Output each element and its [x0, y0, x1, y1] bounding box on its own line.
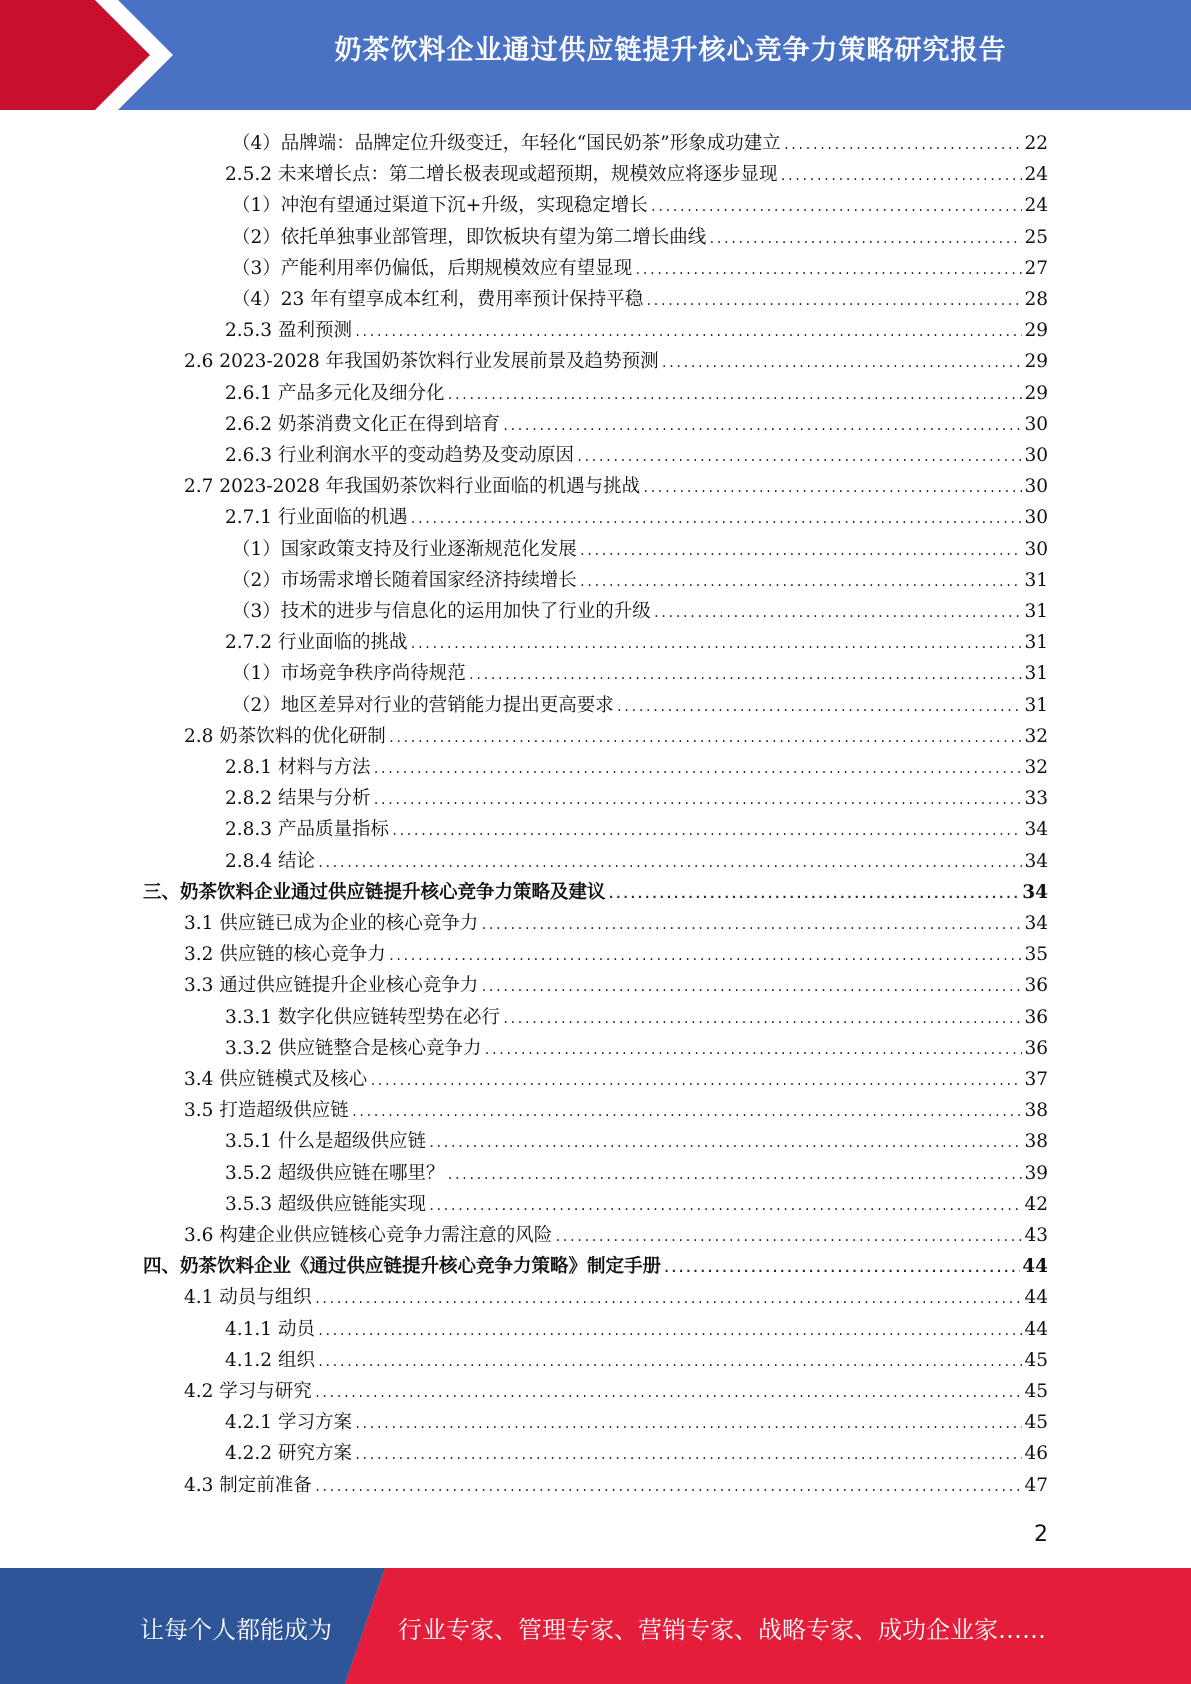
toc-entry[interactable]	[225, 159, 1048, 190]
toc-dot-leader	[372, 754, 1022, 785]
toc-entry-title: 3.6 构建企业供应链核心竞争力需注意的风险	[184, 1225, 553, 1246]
toc-entry[interactable]	[184, 1220, 1048, 1251]
toc-entry[interactable]	[232, 128, 1048, 159]
toc-entry-title: 3.5.1 什么是超级供应链	[225, 1131, 426, 1153]
toc-entry[interactable]	[184, 721, 1048, 752]
toc-entry-title: 3.4 供应链模式及核心	[184, 1069, 368, 1090]
toc-entry[interactable]	[225, 1314, 1048, 1345]
toc-dot-leader	[391, 816, 1022, 847]
toc-entry-title: 2.7 2023-2028 年我国奶茶饮料行业面临的机遇与挑战	[184, 476, 641, 498]
toc-entry-title: 2.8.4 结论	[225, 850, 315, 872]
toc-entry-page: 32	[1024, 725, 1048, 747]
toc-entry[interactable]	[225, 1126, 1048, 1157]
toc-dot-leader	[783, 130, 1023, 161]
toc-entry-page: 31	[1024, 601, 1048, 622]
toc-dot-leader	[314, 1472, 1023, 1503]
toc-entry[interactable]	[225, 1158, 1048, 1189]
toc-dot-leader	[317, 1347, 1023, 1378]
toc-entry-title: 4.1 动员与组织	[184, 1287, 312, 1309]
toc-entry[interactable]	[232, 658, 1048, 689]
toc-dot-leader	[468, 660, 1023, 691]
toc-dot-leader	[388, 941, 1023, 972]
toc-dot-leader	[428, 1128, 1022, 1159]
toc-entry-page: 34	[1022, 881, 1048, 903]
toc-entry-page: 44	[1022, 1256, 1048, 1278]
toc-entry-page: 31	[1024, 663, 1048, 685]
toc-dot-leader	[314, 1378, 1023, 1409]
toc-entry[interactable]	[225, 752, 1048, 783]
toc-entry-title: 4.2 学习与研究	[184, 1381, 312, 1402]
toc-entry[interactable]	[225, 502, 1048, 533]
toc-entry-title: 3.5 打造超级供应链	[184, 1100, 349, 1122]
toc-entry[interactable]	[184, 1470, 1048, 1501]
toc-dot-leader	[409, 504, 1022, 535]
toc-entry-title: 2.5.3 盈利预测	[225, 320, 352, 342]
toc-dot-leader	[502, 411, 1022, 442]
toc-entry-title: 2.7.1 行业面临的机遇	[225, 507, 408, 529]
toc-dot-leader	[579, 536, 1023, 567]
toc-entry-page: 29	[1024, 351, 1048, 373]
toc-entry[interactable]	[232, 534, 1048, 565]
toc-dot-leader	[351, 1097, 1023, 1128]
toc-entry-page: 36	[1024, 1037, 1048, 1059]
toc-dot-leader	[653, 598, 1023, 629]
toc-entry-page: 35	[1024, 944, 1048, 966]
toc-dot-leader	[650, 192, 1023, 223]
toc-dot-leader	[480, 910, 1022, 941]
toc-entry[interactable]	[232, 565, 1048, 596]
toc-entry-title: （2）地区差异对行业的营销能力提出更高要求	[232, 694, 614, 716]
toc-entry-title: （1）国家政策支持及行业逐渐规范化发展	[232, 538, 577, 560]
toc-entry-title: 4.1.2 组织	[225, 1349, 315, 1371]
toc-dot-leader	[554, 1222, 1022, 1253]
toc-entry-page: 29	[1024, 382, 1048, 404]
toc-dot-leader	[354, 1409, 1023, 1440]
toc-entry-title: 3.3 通过供应链提升企业核心竞争力	[184, 975, 479, 997]
toc-entry[interactable]	[225, 814, 1048, 845]
toc-entry[interactable]	[232, 253, 1048, 284]
toc-entry[interactable]	[184, 1376, 1048, 1407]
toc-entry[interactable]	[184, 908, 1048, 939]
toc-entry-page: 31	[1024, 569, 1048, 591]
toc-entry-title: 2.7.2 行业面临的挑战	[225, 632, 408, 654]
toc-entry-title: （2）市场需求增长随着国家经济持续增长	[232, 569, 577, 591]
toc-dot-leader	[388, 723, 1023, 754]
toc-entry[interactable]	[225, 1033, 1048, 1064]
toc-entry-title: 三、奶茶饮料企业通过供应链提升核心竞争力策略及建议	[143, 881, 606, 903]
toc-entry-title: 2.6 2023-2028 年我国奶茶饮料行业发展前景及趋势预测	[184, 351, 659, 373]
toc-dot-leader	[317, 848, 1023, 879]
toc-entry-page: 34	[1024, 819, 1048, 841]
toc-entry-title: 2.6.2 奶茶消费文化正在得到培育	[225, 413, 500, 435]
toc-entry[interactable]	[232, 284, 1048, 315]
toc-entry-page: 37	[1024, 1069, 1048, 1090]
toc-entry-page: 24	[1024, 164, 1048, 186]
toc-entry[interactable]	[184, 1095, 1048, 1126]
toc-dot-leader	[608, 879, 1021, 910]
toc-entry[interactable]	[225, 1002, 1048, 1033]
toc-entry[interactable]	[225, 846, 1048, 877]
toc-entry-page: 36	[1024, 975, 1048, 997]
toc-entry-title: 2.6.1 产品多元化及细分化	[225, 382, 445, 404]
toc-entry-page: 30	[1024, 507, 1048, 529]
toc-entry-title: （1）冲泡有望通过渠道下沉+升级，实现稳定增长	[232, 195, 648, 217]
footer-slogan-right: 行业专家、管理专家、营销专家、战略专家、成功企业家……	[398, 1616, 1046, 1644]
toc-entry-page: 30	[1024, 445, 1048, 466]
page-number: 2	[1034, 1522, 1048, 1547]
toc-entry-page: 27	[1024, 257, 1048, 279]
toc-dot-leader	[576, 442, 1022, 473]
toc-entry-page: 38	[1024, 1131, 1048, 1153]
toc-entry-page: 30	[1024, 476, 1048, 498]
toc-entry[interactable]	[184, 939, 1048, 970]
toc-dot-leader	[779, 161, 1022, 192]
toc-entry-page: 36	[1024, 1006, 1048, 1028]
toc-entry[interactable]	[225, 1438, 1048, 1469]
toc-entry-page: 34	[1024, 913, 1048, 934]
toc-entry-title: 3.3.1 数字化供应链转型势在必行	[225, 1006, 500, 1028]
toc-entry-title: 4.2.2 研究方案	[225, 1443, 352, 1465]
toc-entry[interactable]	[143, 877, 1048, 908]
toc-entry[interactable]	[232, 690, 1048, 721]
toc-entry-title: 2.8.3 产品质量指标	[225, 819, 389, 841]
toc-entry-page: 32	[1024, 757, 1048, 778]
toc-entry[interactable]	[225, 378, 1048, 409]
toc-dot-leader	[502, 1004, 1022, 1035]
toc-entry-page: 25	[1024, 226, 1048, 248]
toc-entry-title: 2.8.2 结果与分析	[225, 788, 371, 810]
toc-entry-title: （3）产能利用率仍偏低，后期规模效应有望显现	[232, 257, 633, 279]
toc-entry-page: 31	[1024, 694, 1048, 716]
toc-dot-leader	[428, 1191, 1022, 1222]
toc-dot-leader	[317, 1316, 1023, 1347]
toc-entry-title: 3.5.3 超级供应链能实现	[225, 1193, 426, 1215]
toc-entry-title: （1）市场竞争秩序尚待规范	[232, 663, 466, 685]
toc-entry-title: 2.6.3 行业利润水平的变动趋势及变动原因	[225, 445, 574, 466]
toc-entry-title: 2.5.2 未来增长点：第二增长极表现或超预期，规模效应将逐步显现	[225, 164, 778, 186]
toc-dot-leader	[372, 785, 1022, 816]
toc-entry-page: 30	[1024, 538, 1048, 560]
toc-entry[interactable]	[225, 315, 1048, 346]
toc-entry-page: 38	[1024, 1100, 1048, 1122]
toc-dot-leader	[708, 224, 1022, 255]
toc-entry[interactable]	[184, 1064, 1048, 1095]
toc-entry-page: 45	[1024, 1381, 1048, 1402]
toc-entry[interactable]	[184, 970, 1048, 1001]
toc-entry[interactable]	[232, 596, 1048, 627]
report-title: 奶茶饮料企业通过供应链提升核心竞争力策略研究报告	[334, 35, 1007, 66]
toc-entry-page: 31	[1024, 632, 1048, 654]
toc-entry-page: 45	[1024, 1412, 1048, 1434]
toc-entry-page: 24	[1024, 195, 1048, 217]
toc-entry-title: 4.1.1 动员	[225, 1318, 315, 1340]
toc-dot-leader	[314, 1284, 1023, 1315]
toc-entry[interactable]	[184, 471, 1048, 502]
toc-entry-page: 33	[1024, 788, 1048, 810]
toc-entry-title: （4）品牌端：品牌定位升级变迁，年轻化“国民奶茶”形象成功建立	[232, 133, 781, 154]
toc-entry-title: 3.2 供应链的核心竞争力	[184, 944, 386, 966]
toc-dot-leader	[369, 1066, 1022, 1097]
toc-entry-page: 22	[1024, 133, 1048, 154]
toc-entry[interactable]	[143, 1251, 1048, 1282]
toc-entry-page: 29	[1024, 320, 1048, 342]
toc-dot-leader	[446, 1160, 1022, 1191]
toc-entry-page: 34	[1024, 850, 1048, 872]
toc-entry-page: 47	[1024, 1474, 1048, 1496]
page-footer	[0, 1568, 1191, 1684]
toc-entry[interactable]	[225, 440, 1048, 471]
toc-entry[interactable]	[232, 222, 1048, 253]
toc-entry-page: 42	[1024, 1193, 1048, 1215]
toc-dot-leader	[409, 629, 1022, 660]
toc-dot-leader	[616, 692, 1023, 723]
toc-entry-page: 44	[1024, 1318, 1048, 1340]
toc-entry[interactable]	[225, 1407, 1048, 1438]
toc-dot-leader	[354, 317, 1023, 348]
toc-entry-title: （2）依托单独事业部管理，即饮板块有望为第二增长曲线	[232, 226, 707, 248]
toc-entry-title: 3.1 供应链已成为企业的核心竞争力	[184, 913, 479, 934]
toc-entry-page: 30	[1024, 413, 1048, 435]
toc-entry[interactable]	[225, 783, 1048, 814]
toc-dot-leader	[661, 348, 1023, 379]
toc-entry-title: 3.5.2 超级供应链在哪里？	[225, 1162, 445, 1184]
toc-entry-title: 2.8 奶茶饮料的优化研制	[184, 725, 386, 747]
toc-dot-leader	[645, 286, 1022, 317]
toc-dot-leader	[634, 255, 1022, 286]
toc-entry-title: 四、奶茶饮料企业《通过供应链提升核心竞争力策略》制定手册	[143, 1256, 662, 1278]
toc-entry-page: 46	[1024, 1443, 1048, 1465]
toc-entry-page: 28	[1024, 289, 1048, 310]
toc-entry[interactable]	[225, 1345, 1048, 1376]
toc-dot-leader	[354, 1440, 1023, 1471]
toc-entry[interactable]	[232, 190, 1048, 221]
toc-entry[interactable]	[225, 1189, 1048, 1220]
toc-dot-leader	[642, 473, 1022, 504]
toc-dot-leader	[579, 567, 1023, 598]
toc-entry[interactable]	[225, 627, 1048, 658]
toc-entry-page: 44	[1024, 1287, 1048, 1309]
toc-entry-title: （4）23 年有望享成本红利，费用率预计保持平稳	[232, 289, 644, 310]
toc-dot-leader	[480, 972, 1022, 1003]
footer-slogan-left: 让每个人都能成为	[140, 1616, 332, 1644]
toc-entry-page: 43	[1024, 1225, 1048, 1246]
toc-entry-page: 39	[1024, 1162, 1048, 1184]
toc-entry[interactable]	[225, 409, 1048, 440]
toc-entry-title: 3.3.2 供应链整合是核心竞争力	[225, 1037, 482, 1059]
page-header	[0, 0, 1191, 110]
toc-dot-leader	[446, 380, 1022, 411]
toc-entry-title: 4.3 制定前准备	[184, 1474, 312, 1496]
toc-entry[interactable]	[184, 1282, 1048, 1313]
toc-entry[interactable]	[184, 346, 1048, 377]
toc-entry-page: 45	[1024, 1349, 1048, 1371]
toc-entry-title: 4.2.1 学习方案	[225, 1412, 352, 1434]
toc-entry-title: 2.8.1 材料与方法	[225, 757, 371, 778]
toc-entry-title: （3）技术的进步与信息化的运用加快了行业的升级	[232, 601, 651, 622]
toc-dot-leader	[663, 1253, 1020, 1284]
toc-dot-leader	[483, 1035, 1022, 1066]
